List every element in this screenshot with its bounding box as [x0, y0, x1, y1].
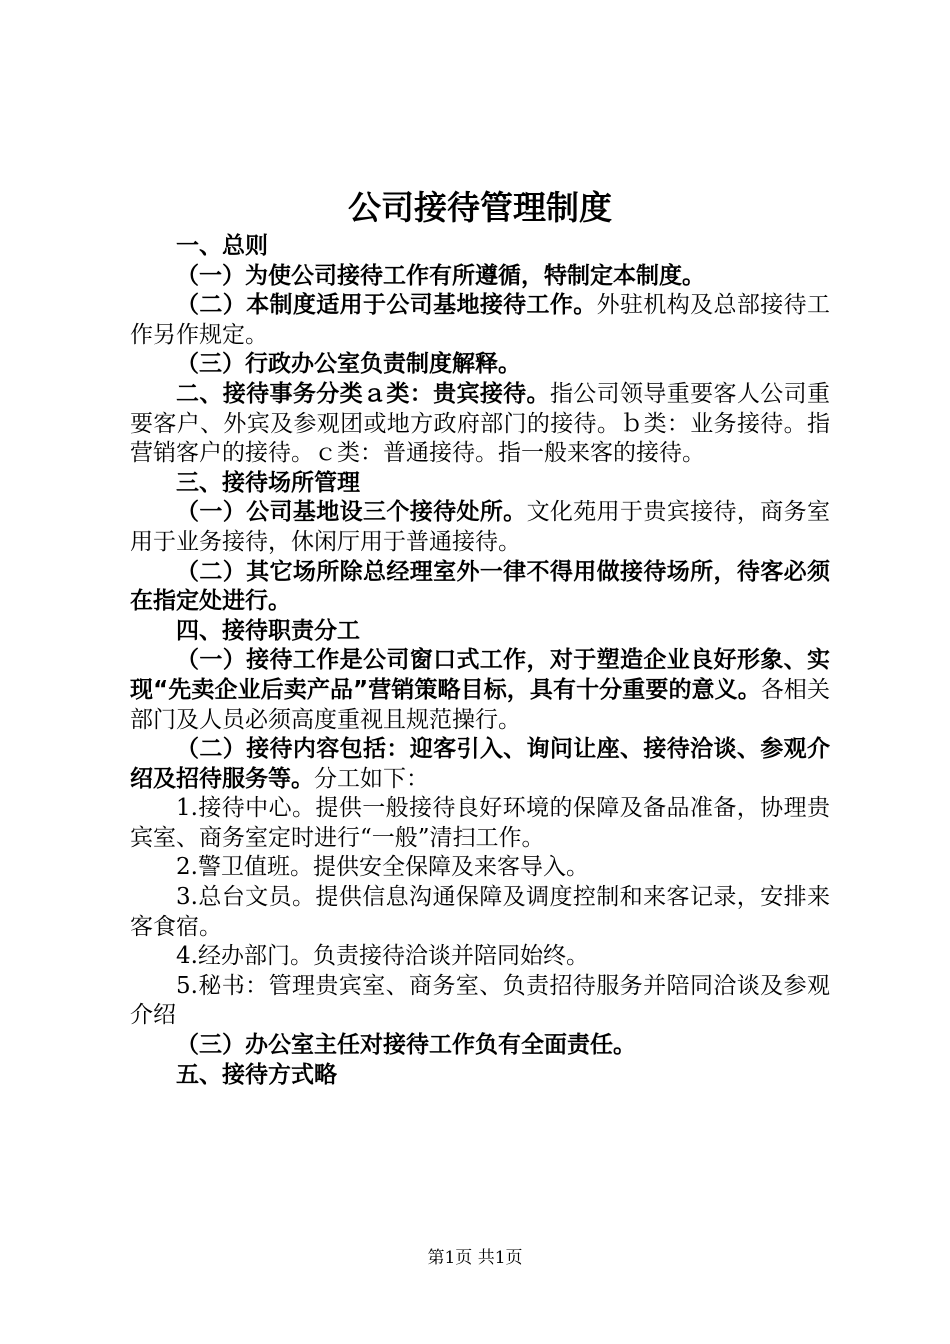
page-footer: 第1页 共1页 — [427, 1248, 523, 1268]
paragraph-bold: （一）接待工作是公司窗口式工作，对于塑造企业良好形象、实现“先卖企业后卖产品”营销策略目标，具有十分重要的意义。 — [130, 647, 830, 703]
paragraph-bold: （二）本制度适用于公司基地接待工作。 — [176, 292, 597, 319]
paragraph — [130, 350, 830, 380]
paragraph-text: 3.总台文员。提供信息沟通保障及调度控制和来客记录，安排来客食宿。 — [130, 884, 830, 940]
paragraph — [130, 942, 830, 972]
paragraph — [130, 558, 830, 617]
paragraph-text: 分工如下： — [314, 765, 429, 792]
paragraph-text: 4.经办部门。负责接待洽谈并陪同始终。 — [176, 943, 589, 970]
paragraph-text: 1.接待中心。提供一般接待良好环境的保障及备品准备，协理贵宾室、商务室定时进行“一般”清扫工作。 — [130, 795, 830, 851]
paragraph — [130, 380, 830, 469]
paragraph — [130, 646, 830, 735]
paragraph-text: 5.秘书：管理贵宾室、商务室、负责招待服务并陪同洽谈及参观介绍 — [130, 972, 830, 1029]
paragraph — [130, 972, 830, 1031]
paragraph-bold: （一）为使公司接待工作有所遵循，特制定本制度。 — [176, 262, 705, 289]
paragraph-text: 指公司领导重要客人公司重要客户、外宾及参观团或地方政府部门的接待。ｂ类：业务接待。指营销客户的接待。ｃ类：普通接待。指一般来客的接待。 — [130, 380, 831, 467]
paragraph — [130, 1031, 830, 1061]
paragraph — [130, 794, 830, 853]
document-page — [130, 186, 830, 1090]
paragraph-bold: 五、接待方式略 — [176, 1061, 337, 1088]
paragraph-text: 2.警卫值班。提供安全保障及来客导入。 — [176, 854, 589, 881]
paragraph — [130, 469, 830, 499]
paragraph-bold: （三）行政办公室负责制度解释。 — [176, 351, 521, 378]
paragraph — [130, 232, 830, 262]
paragraph — [130, 853, 830, 883]
paragraph-text: 各相关部门及人员必须高度重视且规范操行。 — [130, 676, 831, 733]
paragraph-bold: 四、接待职责分工 — [176, 617, 360, 644]
paragraph-bold: （三）办公室主任对接待工作负有全面责任。 — [176, 1032, 636, 1059]
paragraph-text: 文化苑用于贵宾接待，商务室用于业务接待，休闲厅用于普通接待。 — [130, 499, 831, 555]
paragraph-bold: （二）接待内容包括：迎客引入、询问让座、接待洽谈、参观介绍及招待服务等。 — [130, 736, 830, 792]
paragraph — [130, 291, 830, 350]
document-title: 公司接待管理制度 — [348, 188, 612, 227]
paragraph — [130, 262, 830, 292]
paragraph — [130, 883, 830, 942]
paragraph — [130, 617, 830, 647]
paragraph-bold: 二、接待事务分类ａ类：贵宾接待。 — [176, 380, 550, 407]
paragraph-text: 外驻机构及总部接待工作另作规定。 — [130, 292, 831, 348]
paragraph — [130, 498, 830, 557]
paragraph-bold: 三、接待场所管理 — [176, 469, 360, 496]
paragraph-bold: 一、总则 — [176, 233, 268, 259]
paragraph-bold: （一）公司基地设三个接待处所。 — [176, 499, 527, 526]
paragraph-bold: （二）其它场所除总经理室外一律不得用做接待场所，待客必须在指定处进行。 — [130, 558, 830, 615]
paragraph — [130, 735, 830, 794]
paragraph — [130, 1061, 830, 1091]
